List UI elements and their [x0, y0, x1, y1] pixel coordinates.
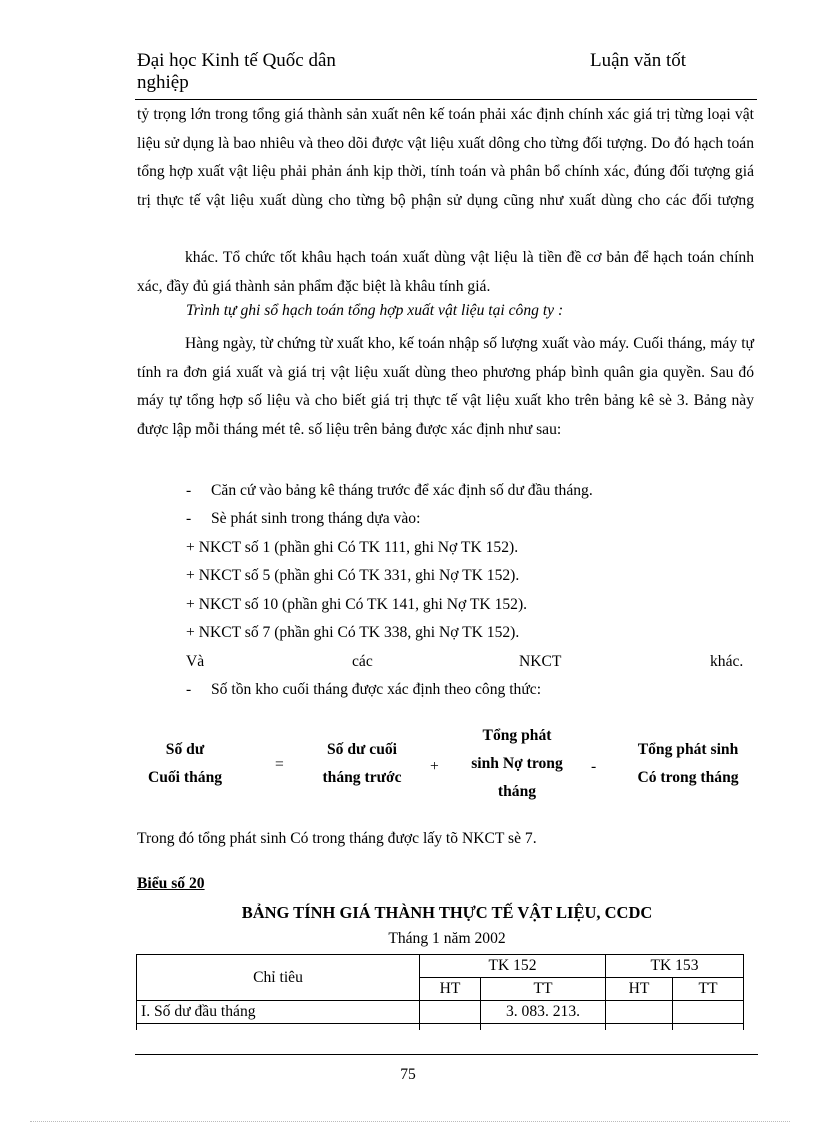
- nkct-line-3: + NKCT số 10 (phần ghi Có TK 141, ghi Nợ TK 152).: [186, 596, 528, 613]
- formula-plus: +: [430, 758, 439, 775]
- header-rule: [135, 99, 757, 100]
- italic-heading: Trình tự ghi sổ hạch toán tổng hợp xuất vật liệu tại công ty :: [186, 302, 564, 319]
- page-cut: [130, 1030, 760, 1050]
- formula-term-debit: [453, 722, 581, 806]
- formula-term-closing: [137, 736, 233, 792]
- col-header-ht: HT: [420, 978, 481, 1001]
- col-header-chitieu: Chỉ tiêu: [137, 955, 420, 1001]
- header-left: [137, 50, 336, 94]
- formula-text: Cuối tháng: [147, 769, 223, 786]
- nkct-line-1: + NKCT số 1 (phần ghi Có TK 111, ghi Nợ TK 152).: [186, 539, 519, 556]
- formula-text: tháng: [497, 783, 537, 800]
- nkct-line-4: + NKCT số 7 (phần ghi Có TK 338, ghi Nợ TK 152).: [186, 624, 520, 641]
- col-header-tt: TT: [673, 978, 744, 1001]
- va-word: Và: [186, 653, 205, 670]
- formula-text: Số dư: [165, 741, 205, 758]
- footer-rule: [135, 1054, 758, 1055]
- formula-text: sinh Nợ trong: [471, 755, 563, 772]
- table-title: BẢNG TÍNH GIÁ THÀNH THỰC TẾ VẬT LIỆU, CCDC: [241, 903, 653, 922]
- nkct-line-2: + NKCT số 5 (phần ghi Có TK 331, ghi Nợ TK 152).: [186, 567, 520, 584]
- nkct-word: NKCT: [519, 653, 562, 670]
- paragraph-3: [137, 330, 754, 444]
- formula-note: Trong đó tổng phát sinh Có trong tháng được lấy tõ NKCT sè 7.: [137, 830, 537, 847]
- paragraph-2: [137, 244, 754, 301]
- formula-text: Số dư cuối: [326, 741, 398, 758]
- cac-word: các: [352, 653, 373, 670]
- page-edge: [30, 1121, 790, 1122]
- bullet-3: Số tồn kho cuối tháng được xác định theo công thức:: [211, 681, 542, 698]
- col-header-tk153: TK 153: [606, 955, 744, 978]
- formula-term-opening: [307, 736, 417, 792]
- formula-text: Có trong tháng: [637, 769, 739, 786]
- formula: [137, 722, 757, 812]
- formula-text: Tổng phát sinh: [637, 741, 739, 758]
- bullet-dash: -: [186, 482, 192, 499]
- formula-text: Tổng phát: [482, 727, 552, 744]
- formula-equals: =: [275, 756, 284, 773]
- header-university: Đại học Kinh tế Quốc dân: [137, 50, 336, 71]
- header-wrap-word: nghiệp: [137, 72, 189, 93]
- table-cell: [606, 1001, 673, 1024]
- paragraph-3-text: Hàng ngày, từ chứng từ xuất kho, kế toán nhập số lượng xuất vào máy. Cuối tháng, máy tự tính ra đơn giá xuất và giá trị vật liệu xuất dùng theo phương pháp bình quân gia quyền. Sau đó máy tự tổng hợp số liệu và cho biết giá trị thực tế vật liệu xuất kho trên bảng kê sè 3. Bảng này được lập mỗi tháng mét tê. số liệu trên bảng được xác định như sau:: [137, 335, 754, 438]
- row-label: I. Số dư đầu tháng: [137, 1001, 420, 1024]
- bullet-1: Căn cứ vào bảng kê tháng trước để xác định số dư đầu tháng.: [211, 482, 593, 499]
- bullet-dash: -: [186, 510, 192, 527]
- table-cell: 3. 083. 213.: [481, 1001, 606, 1024]
- paragraph-1: tỷ trọng lớn trong tổng giá thành sản xuất nên kế toán phải xác định chính xác giá trị từng loại vật liệu sử dụng là bao nhiêu và theo dõi được vật liệu xuất dông cho từng đối tượng. Do đó hạch toán tổng hợp xuất vật liệu phải phản ánh kịp thời, tính toán và phân bổ chính xác, đúng đối tượng giá trị thực tế vật liệu xuất dùng cho từng bộ phận sử dụng cũng như xuất dùng cho các đối tượng: [137, 106, 754, 209]
- header-right: Luận văn tốt: [590, 50, 687, 71]
- table-cell: [420, 1001, 481, 1024]
- col-header-tk152: TK 152: [420, 955, 606, 978]
- formula-term-credit: [619, 736, 757, 792]
- table-subtitle: Tháng 1 năm 2002: [388, 930, 506, 947]
- cost-table: [136, 954, 744, 1036]
- table-label: Biểu số 20: [137, 875, 205, 892]
- khac-word: khác.: [710, 653, 744, 670]
- page-number: 75: [400, 1066, 416, 1083]
- bullet-2: Sè phát sinh trong tháng dựa vào:: [211, 510, 421, 527]
- col-header-tt: TT: [481, 978, 606, 1001]
- col-header-ht: HT: [606, 978, 673, 1001]
- formula-minus: -: [591, 758, 597, 775]
- formula-text: tháng trước: [322, 769, 402, 786]
- table-cell: [673, 1001, 744, 1024]
- bullet-dash: -: [186, 681, 192, 698]
- paragraph-2-text: khác. Tổ chức tốt khâu hạch toán xuất dùng vật liệu là tiền đề cơ bản để hạch toán chính xác, đầy đủ giá thành sản phẩm đặc biệt là khâu tính giá.: [137, 249, 754, 295]
